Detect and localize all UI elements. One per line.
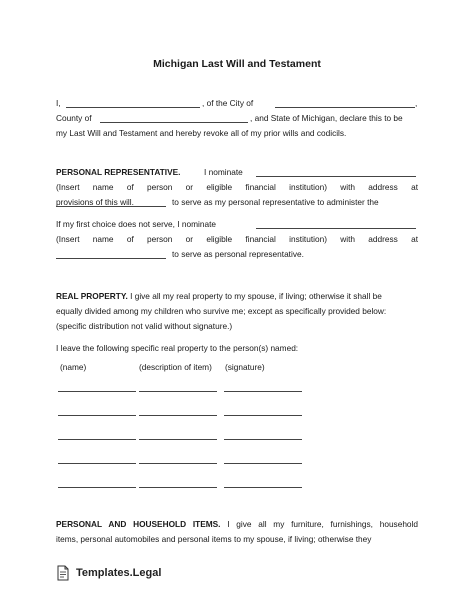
row-1-description-blank[interactable] [139, 391, 217, 392]
pr-line-2: (Insert name of person or eligible financial institution) with address at [56, 182, 418, 192]
intro-paragraph [56, 96, 418, 141]
row-4-signature-blank[interactable] [224, 463, 302, 464]
intro-line-3: my Last Will and Testament and hereby revoke all of my prior wills and codicils. [56, 128, 347, 138]
row-4-description-blank[interactable] [139, 463, 217, 464]
testator-name-blank[interactable] [66, 107, 200, 108]
row-2-description-blank[interactable] [139, 415, 217, 416]
household-line-1: PERSONAL AND HOUSEHOLD ITEMS. I give all my furniture, furnishings, household [56, 519, 419, 529]
row-2-signature-blank[interactable] [224, 415, 302, 416]
row-1-signature-blank[interactable] [224, 391, 302, 392]
pr-line-4: provisions of this will. [56, 197, 134, 207]
rp-line-3: (specific distribution not valid without signature.) [56, 321, 233, 331]
row-3-name-blank[interactable] [58, 439, 136, 440]
pr-alt-line-1: If my first choice does not serve, I nominate [56, 217, 418, 232]
row-3-description-blank[interactable] [139, 439, 217, 440]
rp-line-1: REAL PROPERTY. I give all my real property to my spouse, if living; otherwise it shall be [56, 291, 382, 301]
rp-line-2: equally divided among my children who survive me; except as specifically provided below: [56, 306, 387, 316]
brand-name[interactable]: Templates.Legal [76, 567, 162, 579]
row-3-signature-blank[interactable] [224, 439, 302, 440]
row-5-signature-blank[interactable] [224, 487, 302, 488]
real-property-heading: REAL PROPERTY. [56, 291, 128, 301]
pr-line-1: PERSONAL REPRESENTATIVE. I nominate [56, 165, 418, 180]
personal-rep-section: PERSONAL REPRESENTATIVE. I nominate (Insert name of person or eligible financial institution) with address at to serve as my personal representative to administer the provisions of this will. If my first choice does not serve, I nominate (Insert name of person or eligible financial institution) with address at to serve as personal representative. [56, 167, 418, 259]
column-header-description: (description of item) [139, 362, 212, 372]
footer-logo [56, 563, 161, 583]
row-5-name-blank[interactable] [58, 487, 136, 488]
row-2-name-blank[interactable] [58, 415, 136, 416]
household-heading: PERSONAL AND HOUSEHOLD ITEMS. [56, 519, 221, 529]
document-title: Michigan Last Will and Testament [153, 58, 321, 70]
rep-name-blank[interactable] [256, 176, 416, 177]
rep-address-blank[interactable] [56, 206, 166, 207]
city-blank[interactable] [275, 107, 415, 108]
row-1-name-blank[interactable] [58, 391, 136, 392]
alt-rep-name-blank[interactable] [256, 228, 416, 229]
pr-alt-line-2: (Insert name of person or eligible financial institution) with address at [56, 234, 418, 244]
row-4-name-blank[interactable] [58, 463, 136, 464]
household-line-2: items, personal automobiles and personal items to my spouse, if living; otherwise they [56, 534, 372, 544]
intro-line-2: County of , and State of Michigan, declare this to be [56, 113, 403, 123]
column-header-signature: (signature) [225, 362, 265, 372]
document-icon [56, 565, 70, 581]
intro-line-1: I, , of the City of , [56, 98, 418, 108]
personal-rep-heading: PERSONAL REPRESENTATIVE. [56, 167, 181, 177]
rp-specific-intro: I leave the following specific real property to the person(s) named: [56, 343, 299, 353]
household-section [56, 517, 418, 547]
alt-rep-address-blank[interactable] [56, 258, 166, 259]
real-property-section [56, 289, 418, 356]
county-blank[interactable] [100, 122, 248, 123]
column-header-name: (name) [60, 362, 87, 372]
row-5-description-blank[interactable] [139, 487, 217, 488]
